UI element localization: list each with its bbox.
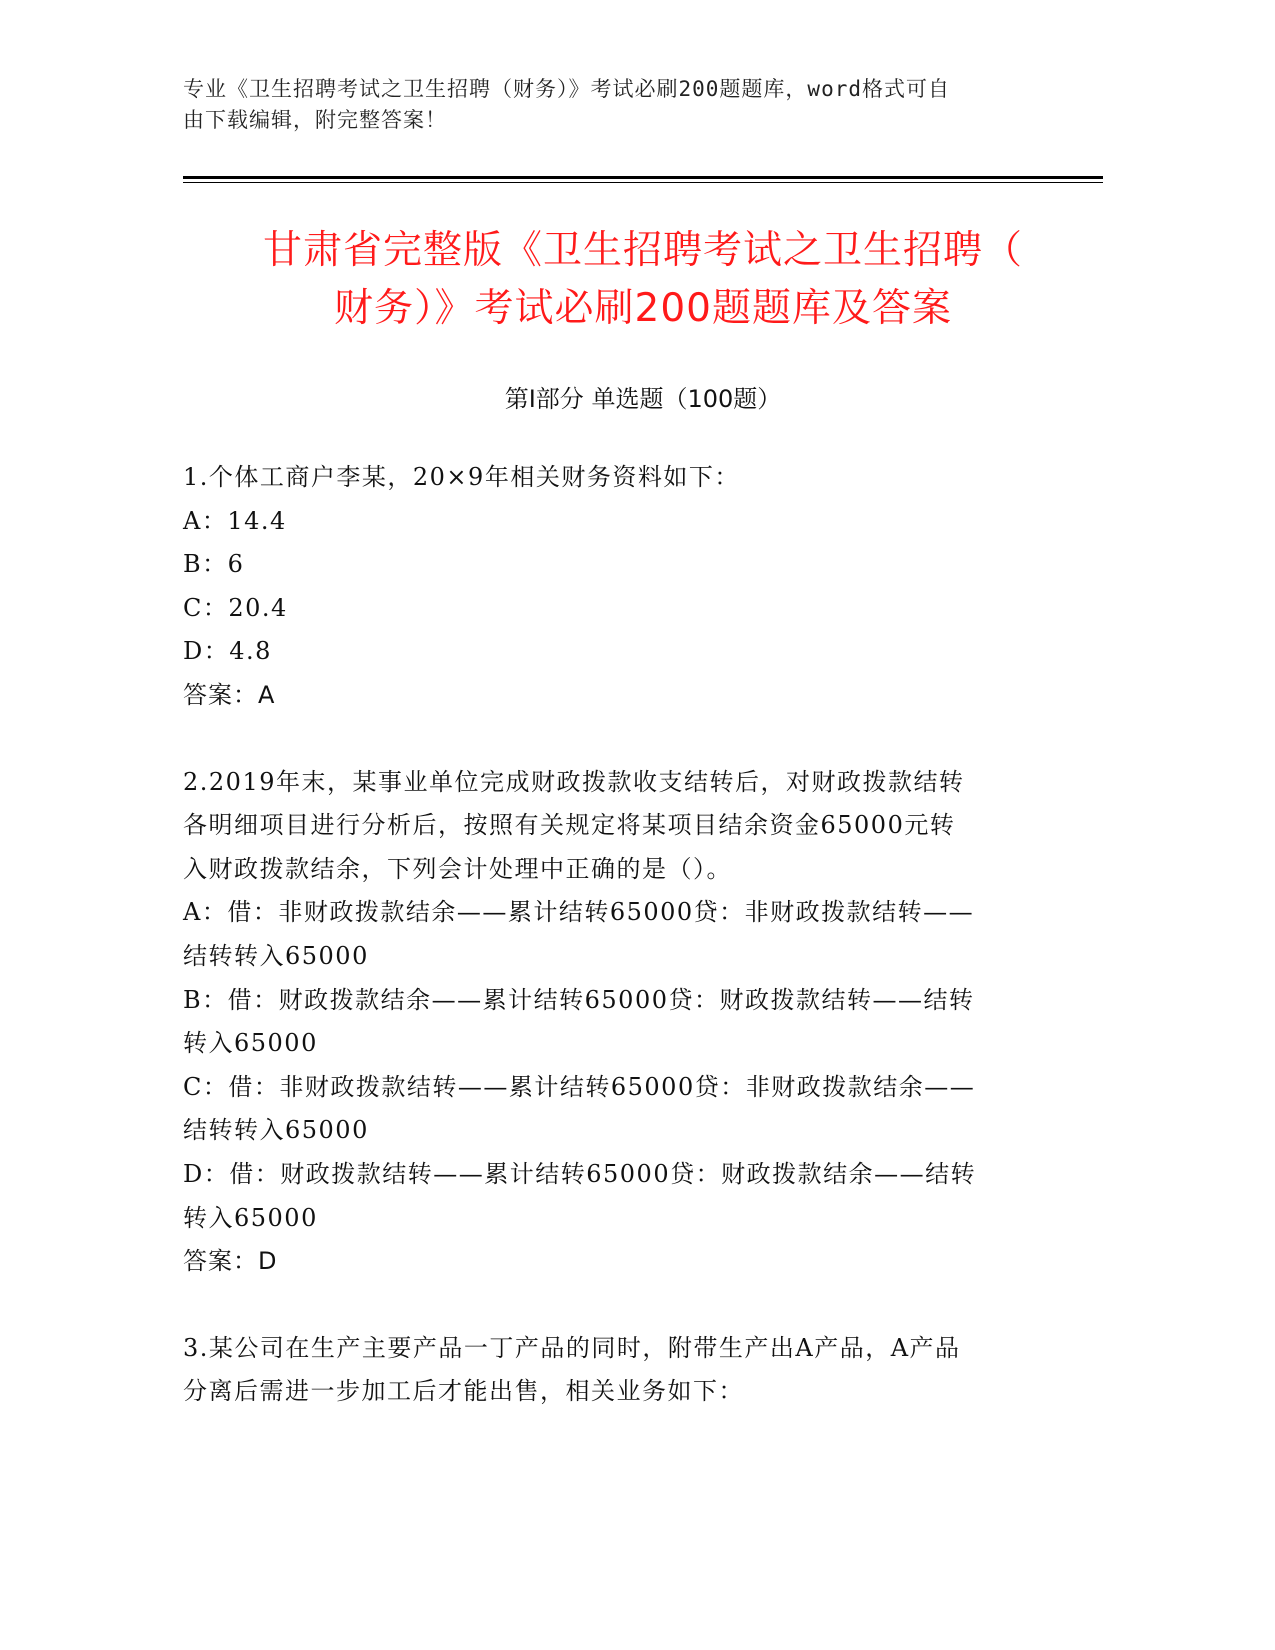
option-b-cont: 转入65000 xyxy=(183,1029,318,1058)
document-title xyxy=(183,222,1103,338)
option-d-cont: 转入65000 xyxy=(183,1203,318,1232)
answer: 答案：A xyxy=(183,680,276,709)
question-3 xyxy=(183,1327,1063,1414)
answer: 答案：D xyxy=(183,1247,278,1276)
option-a-cont: 结转转入65000 xyxy=(183,941,369,970)
question-stem: 各明细项目进行分析后，按照有关规定将某项目结余资金65000元转 xyxy=(183,811,956,840)
option-a: A：14.4 xyxy=(183,506,287,535)
question-stem: 分离后需进一步加工后才能出售，相关业务如下： xyxy=(183,1377,744,1406)
question-2 xyxy=(183,761,1063,1284)
document-title-line: 甘肃省完整版《卫生招聘考试之卫生招聘（ xyxy=(262,228,1023,273)
question-list xyxy=(183,456,1063,1457)
document-title-line: 财务）》考试必刷200题题库及答案 xyxy=(334,286,952,331)
section-title: 第Ⅰ部分 单选题（100题） xyxy=(504,385,782,413)
header-rule-thin xyxy=(183,182,1103,183)
question-1 xyxy=(183,456,1063,718)
header-note-line: 专业《卫生招聘考试之卫生招聘（财务）》考试必刷200题题库，word格式可自 xyxy=(183,77,950,101)
header-note xyxy=(183,74,1043,136)
option-a: A：借：非财政拨款结余——累计结转65000贷：非财政拨款结转—— xyxy=(183,898,975,927)
question-stem: 入财政拨款结余，下列会计处理中正确的是（）。 xyxy=(183,854,732,883)
question-stem: 3.某公司在生产主要产品一丁产品的同时，附带生产出A产品，A产品 xyxy=(183,1333,961,1362)
option-d: D：4.8 xyxy=(183,637,272,666)
option-d: D：借：财政拨款结转——累计结转65000贷：财政拨款结余——结转 xyxy=(183,1159,977,1188)
question-stem: 1.个体工商户李某，20×9年相关财务资料如下： xyxy=(183,463,740,491)
option-b: B：借：财政拨款结余——累计结转65000贷：财政拨款结转——结转 xyxy=(183,985,975,1014)
option-b: B：6 xyxy=(183,550,245,579)
option-c-cont: 结转转入65000 xyxy=(183,1116,369,1145)
header-rule-thick xyxy=(183,176,1103,179)
option-c: C：20.4 xyxy=(183,593,288,622)
header-note-line: 由下载编辑，附完整答案！ xyxy=(183,108,447,132)
question-stem: 2.2019年末，某事业单位完成财政拨款收支结转后，对财政拨款结转 xyxy=(183,767,965,796)
option-c: C：借：非财政拨款结转——累计结转65000贷：非财政拨款结余—— xyxy=(183,1072,976,1101)
